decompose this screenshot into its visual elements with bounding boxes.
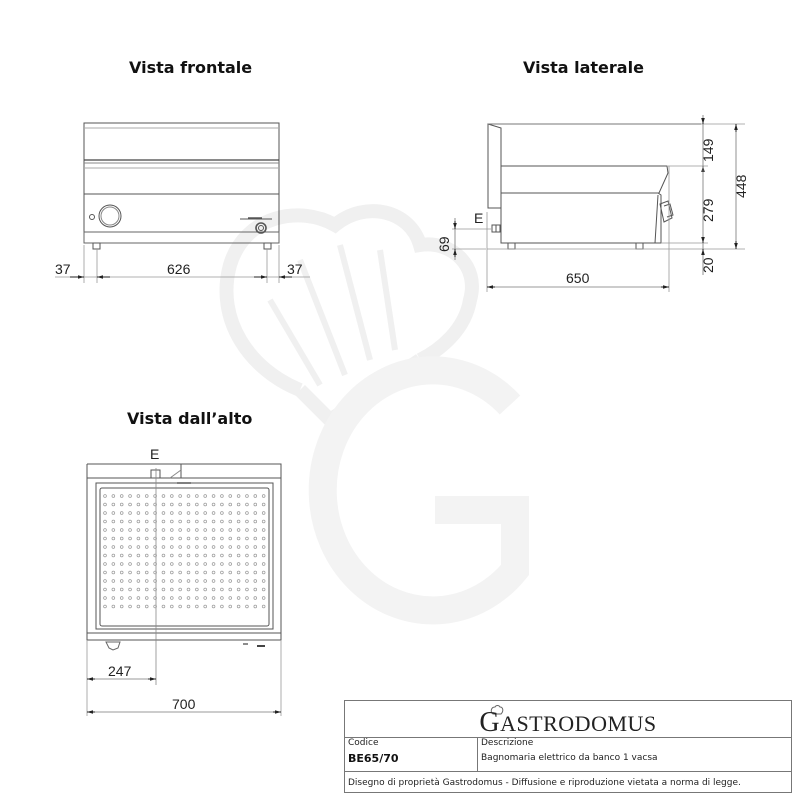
description-value: Bagnomaria elettrico da banco 1 vacsa — [481, 753, 658, 763]
front-view-drawing — [55, 123, 310, 283]
description-label: Descrizione — [481, 738, 534, 748]
dim-side-body-height: 279 — [700, 198, 716, 222]
brand-logo: GASTRODOMUS — [479, 707, 657, 738]
dim-front-left-offset: 37 — [55, 261, 71, 277]
dim-top-width: 700 — [172, 696, 196, 712]
copyright-footer: Disegno di proprietà Gastrodomus - Diffusione e riproduzione vietata a norma di legge. — [348, 778, 741, 788]
dim-side-feet-height: 20 — [700, 257, 716, 273]
title-block — [344, 700, 792, 793]
title-block-logo-row — [345, 701, 791, 738]
perforated-plate — [104, 495, 265, 608]
top-view-title: Vista dall’alto — [127, 409, 253, 428]
dim-front-right-offset: 37 — [287, 261, 303, 277]
dim-side-top-section: 149 — [700, 138, 716, 162]
dim-side-depth: 650 — [566, 270, 590, 286]
code-cell — [345, 737, 478, 771]
front-view-title: Vista frontale — [129, 58, 253, 77]
top-connection-label: E — [150, 446, 160, 462]
code-value: BE65/70 — [348, 752, 399, 765]
dim-side-connection-height: 69 — [436, 236, 452, 252]
dim-front-feet-span: 626 — [167, 261, 191, 277]
dim-side-total-height: 448 — [733, 174, 749, 198]
side-view-title: Vista laterale — [523, 58, 644, 77]
indicator-light-icon — [90, 215, 95, 220]
dim-top-connection-offset: 247 — [108, 663, 132, 679]
title-block-info-row — [345, 737, 791, 772]
connection-fitting-icon — [151, 470, 160, 478]
control-knob-icon — [99, 205, 121, 227]
side-connection-label: E — [474, 210, 484, 226]
code-label: Codice — [348, 738, 379, 748]
